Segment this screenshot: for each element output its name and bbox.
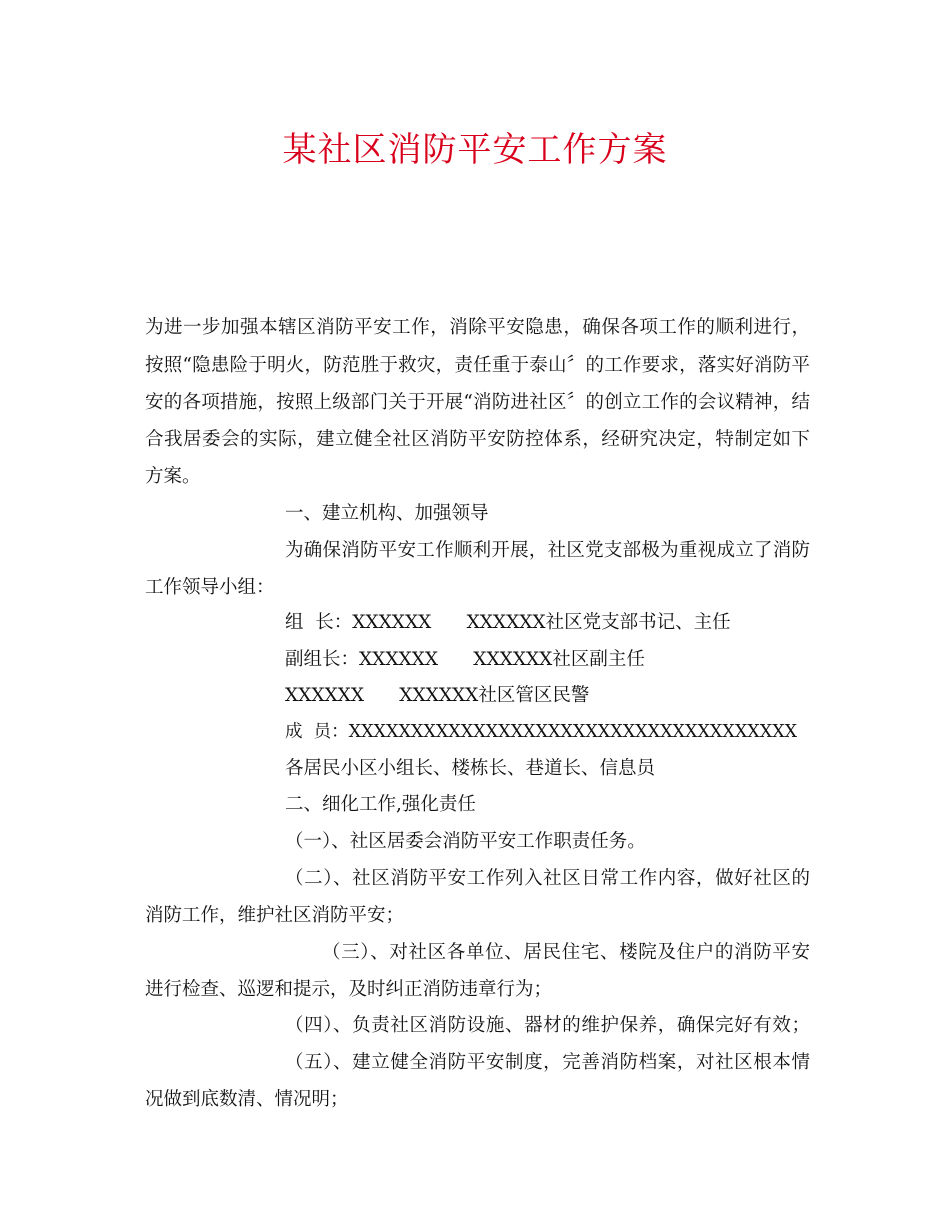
body-line: 各居民小区小组长、楼栋长、巷道长、信息员 [285, 758, 656, 779]
body-line: 按照“隐患险于明火，防范胜于救灾，责任重于泰山〞的工作要求，落实好消防平 [145, 355, 810, 376]
body-line: 进行检查、巡逻和提示，及时纠正消防违章行为； [145, 979, 553, 1000]
body-line: 工作领导小组： [145, 577, 275, 598]
member-line: 副组长：XXXXXX XXXXXX社区副主任 [285, 649, 645, 670]
list-item: （三）、对社区各单位、居民住宅、楼院及住户的消防平安 [322, 942, 810, 963]
section-heading: 二、细化工作,强化责任 [285, 794, 476, 815]
section-heading: 一、建立机构、加强领导 [285, 503, 489, 524]
body-line: 安的各项措施，按照上级部门关于开展“消防进社区〞的创立工作的会议精神，结 [145, 392, 810, 413]
body-line: 消防工作，维护社区消防平安； [145, 905, 405, 926]
body-line: 为确保消防平安工作顺利开展，社区党支部极为重视成立了消防 [285, 540, 810, 561]
body-line: 方案。 [145, 466, 201, 487]
body-line: 为进一步加强本辖区消防平安工作，消除平安隐患，确保各项工作的顺利进行， [145, 317, 810, 338]
member-line: 成 员：XXXXXXXXXXXXXXXXXXXXXXXXXXXXXXXXXXXX [285, 722, 798, 742]
body-line: 合我居委会的实际，建立健全社区消防平安防控体系，经研究决定，特制定如下 [145, 429, 810, 450]
member-line: 组 长：XXXXXX XXXXXX社区党支部书记、主任 [285, 612, 731, 633]
list-item: （二）、社区消防平安工作列入社区日常工作内容，做好社区的 [285, 868, 810, 889]
list-item: （五）、建立健全消防平安制度，完善消防档案，对社区根本情 [285, 1052, 810, 1073]
body-line: 况做到底数清、情况明； [145, 1089, 349, 1110]
member-line: XXXXXX XXXXXX社区管区民警 [285, 685, 590, 706]
document-title: 某社区消防平安工作方案 [282, 130, 668, 170]
list-item: （一）、社区居委会消防平安工作职责任务。 [285, 831, 646, 852]
list-item: （四）、负责社区消防设施、器材的维护保养，确保完好有效； [285, 1015, 810, 1036]
